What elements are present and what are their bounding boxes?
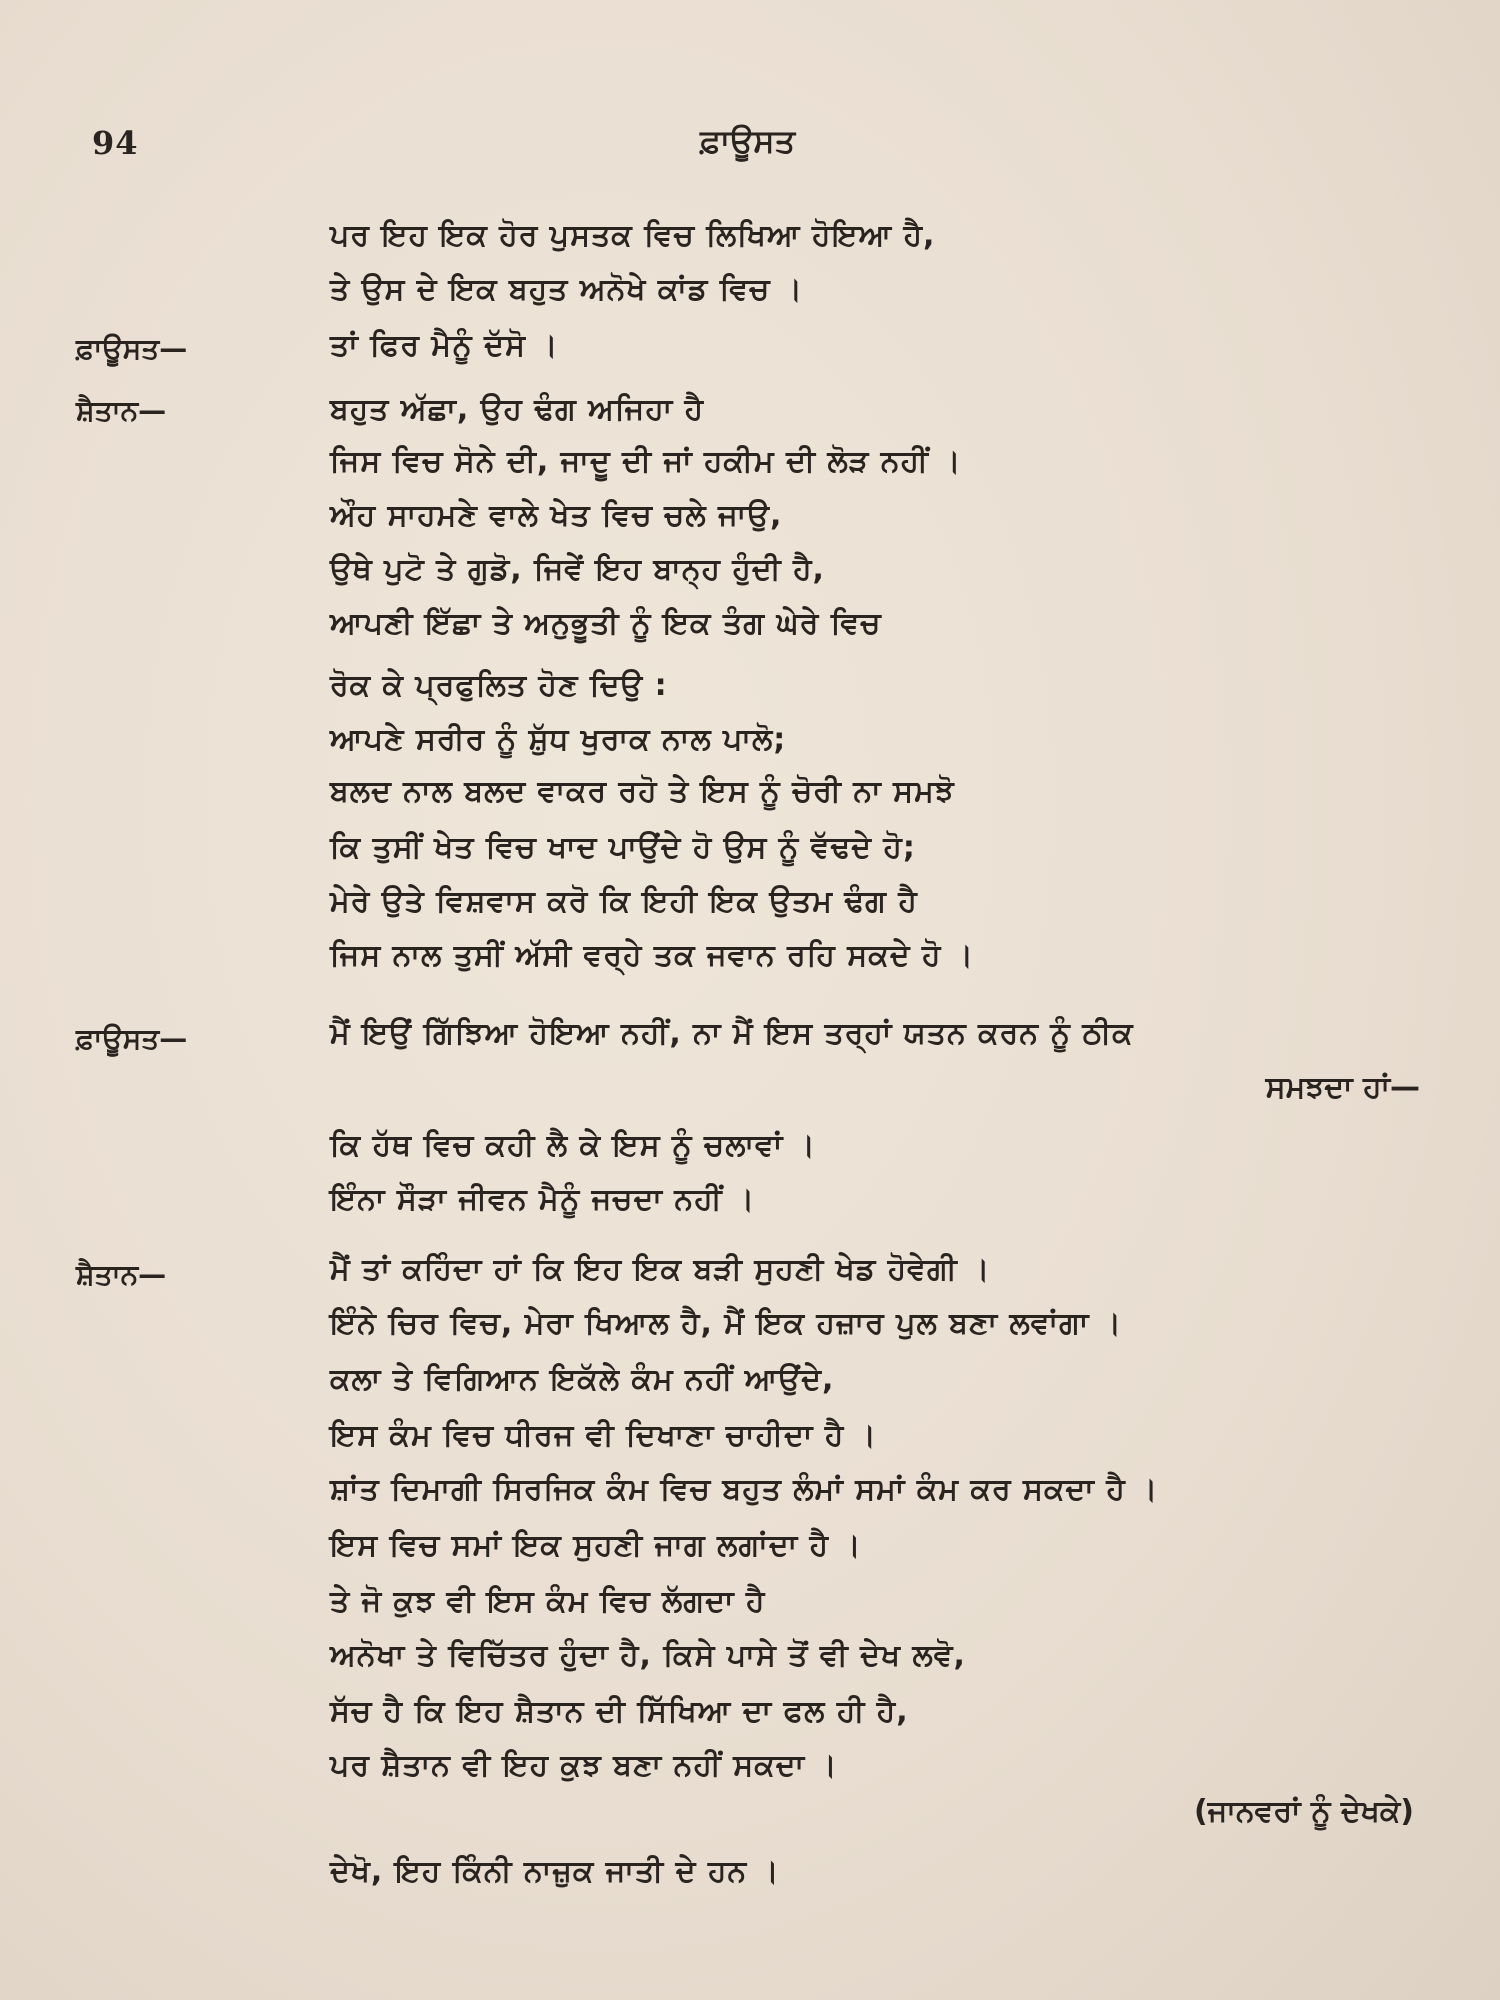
verse-line: ਰੋਕ ਕੇ ਪ੍ਰਫੁਲਿਤ ਹੋਣ ਦਿਉ :	[330, 668, 668, 703]
verse-line: ਮੈਂ ਤਾਂ ਕਹਿੰਦਾ ਹਾਂ ਕਿ ਇਹ ਇਕ ਬੜੀ ਸੁਹਣੀ ਖੇਡ ਹੋਵੇਗੀ ।	[330, 1252, 991, 1287]
verse-line: ਸ਼ਾਂਤ ਦਿਮਾਗੀ ਸਿਰਜਿਕ ਕੰਮ ਵਿਚ ਬਹੁਤ ਲੰਮਾਂ ਸਮਾਂ ਕੰਮ ਕਰ ਸਕਦਾ ਹੈ ।	[330, 1472, 1159, 1507]
verse-line: ਇੰਨੇ ਚਿਰ ਵਿਚ, ਮੇਰਾ ਖਿਆਲ ਹੈ, ਮੈਂ ਇਕ ਹਜ਼ਾਰ ਪੁਲ ਬਣਾ ਲਵਾਂਗਾ ।	[330, 1306, 1123, 1341]
stage-direction: (ਜਾਨਵਰਾਂ ਨੂੰ ਦੇਖਕੇ)	[1194, 1794, 1414, 1829]
verse-line: ਆਪਣੀ ਇੱਛਾ ਤੇ ਅਨੁਭੂਤੀ ਨੂੰ ਇਕ ਤੰਗ ਘੇਰੇ ਵਿਚ	[330, 606, 882, 641]
verse-line: ਕਿ ਹੱਥ ਵਿਚ ਕਹੀ ਲੈ ਕੇ ਇਸ ਨੂੰ ਚਲਾਵਾਂ ।	[330, 1128, 816, 1163]
verse-line: ਦੇਖੋ, ਇਹ ਕਿੰਨੀ ਨਾਜ਼ੁਕ ਜਾਤੀ ਦੇ ਹਨ ।	[330, 1854, 780, 1889]
verse-line: ਅਨੋਖਾ ਤੇ ਵਿਚਿੱਤਰ ਹੁੰਦਾ ਹੈ, ਕਿਸੇ ਪਾਸੇ ਤੋਂ ਵੀ ਦੇਖ ਲਵੋ,	[330, 1638, 966, 1673]
speaker-shaitan: ਸ਼ੈਤਾਨ—	[76, 394, 167, 427]
verse-line: ਇੰਨਾ ਸੌੜਾ ਜੀਵਨ ਮੈਨੂੰ ਜਚਦਾ ਨਹੀਂ ।	[330, 1182, 756, 1217]
running-title: ਫ਼ਾਊਸਤ	[700, 122, 796, 160]
verse-line: ਕਲਾ ਤੇ ਵਿਗਿਆਨ ਇਕੱਲੇ ਕੰਮ ਨਹੀਂ ਆਉਂਦੇ,	[330, 1362, 835, 1397]
verse-line: ਮੇਰੇ ਉਤੇ ਵਿਸ਼ਵਾਸ ਕਰੋ ਕਿ ਇਹੀ ਇਕ ਉਤਮ ਢੰਗ ਹੈ	[330, 884, 918, 919]
verse-line: ਜਿਸ ਵਿਚ ਸੋਨੇ ਦੀ, ਜਾਦੂ ਦੀ ਜਾਂ ਹਕੀਮ ਦੀ ਲੋੜ ਨਹੀਂ ।	[330, 444, 962, 479]
verse-line: ਪਰ ਇਹ ਇਕ ਹੋਰ ਪੁਸਤਕ ਵਿਚ ਲਿਖਿਆ ਹੋਇਆ ਹੈ,	[330, 218, 936, 253]
verse-line: ਤੇ ਜੋ ਕੁਝ ਵੀ ਇਸ ਕੰਮ ਵਿਚ ਲੱਗਦਾ ਹੈ	[330, 1584, 766, 1619]
verse-line: ਇਸ ਵਿਚ ਸਮਾਂ ਇਕ ਸੁਹਣੀ ਜਾਗ ਲਗਾਂਦਾ ਹੈ ।	[330, 1528, 862, 1563]
verse-line: ਇਸ ਕੰਮ ਵਿਚ ਧੀਰਜ ਵੀ ਦਿਖਾਣਾ ਚਾਹੀਦਾ ਹੈ ।	[330, 1418, 877, 1453]
verse-line: ਪਰ ਸ਼ੈਤਾਨ ਵੀ ਇਹ ਕੁਝ ਬਣਾ ਨਹੀਂ ਸਕਦਾ ।	[330, 1748, 838, 1783]
verse-line: ਉਥੇ ਪੁਟੋ ਤੇ ਗੁਡੋ, ਜਿਵੇਂ ਇਹ ਬਾਨ੍ਹ ਹੁੰਦੀ ਹੈ,	[330, 552, 825, 587]
verse-line: ਮੈਂ ਇਉਂ ਗਿੱਝਿਆ ਹੋਇਆ ਨਹੀਂ, ਨਾ ਮੈਂ ਇਸ ਤਰ੍ਹਾਂ ਯਤਨ ਕਰਨ ਨੂੰ ਠੀਕ	[330, 1016, 1134, 1051]
verse-line: ਆਪਣੇ ਸਰੀਰ ਨੂੰ ਸ਼ੁੱਧ ਖੁਰਾਕ ਨਾਲ ਪਾਲੋ;	[330, 722, 787, 757]
page-number: 94	[92, 124, 139, 162]
verse-line: ਸੱਚ ਹੈ ਕਿ ਇਹ ਸ਼ੈਤਾਨ ਦੀ ਸਿੱਖਿਆ ਦਾ ਫਲ ਹੀ ਹੈ,	[330, 1694, 909, 1729]
speaker-faust: ਫ਼ਾਊਸਤ—	[76, 332, 188, 365]
verse-line: ਬਲਦ ਨਾਲ ਬਲਦ ਵਾਕਰ ਰਹੋ ਤੇ ਇਸ ਨੂੰ ਚੋਰੀ ਨਾ ਸਮਝੋ	[330, 774, 955, 809]
verse-line: ਤੇ ਉਸ ਦੇ ਇਕ ਬਹੁਤ ਅਨੋਖੇ ਕਾਂਡ ਵਿਚ ।	[330, 272, 804, 307]
speaker-faust: ਫ਼ਾਊਸਤ—	[76, 1022, 188, 1055]
speaker-shaitan: ਸ਼ੈਤਾਨ—	[76, 1258, 167, 1291]
verse-line: ਕਿ ਤੁਸੀਂ ਖੇਤ ਵਿਚ ਖਾਦ ਪਾਉਂਦੇ ਹੋ ਉਸ ਨੂੰ ਵੱਢਦੇ ਹੋ;	[330, 830, 916, 865]
verse-line: ਤਾਂ ਫਿਰ ਮੈਨੂੰ ਦੱਸੋ ।	[330, 328, 559, 363]
verse-line: ਬਹੁਤ ਅੱਛਾ, ਉਹ ਢੰਗ ਅਜਿਹਾ ਹੈ	[330, 392, 705, 427]
verse-line: ਜਿਸ ਨਾਲ ਤੁਸੀਂ ਅੱਸੀ ਵਰ੍ਹੇ ਤਕ ਜਵਾਨ ਰਹਿ ਸਕਦੇ ਹੋ ।	[330, 938, 975, 973]
verse-line-continuation: ਸਮਝਦਾ ਹਾਂ—	[1265, 1070, 1420, 1105]
verse-line: ਔਹ ਸਾਹਮਣੇ ਵਾਲੇ ਖੇਤ ਵਿਚ ਚਲੇ ਜਾਉ,	[330, 498, 783, 533]
